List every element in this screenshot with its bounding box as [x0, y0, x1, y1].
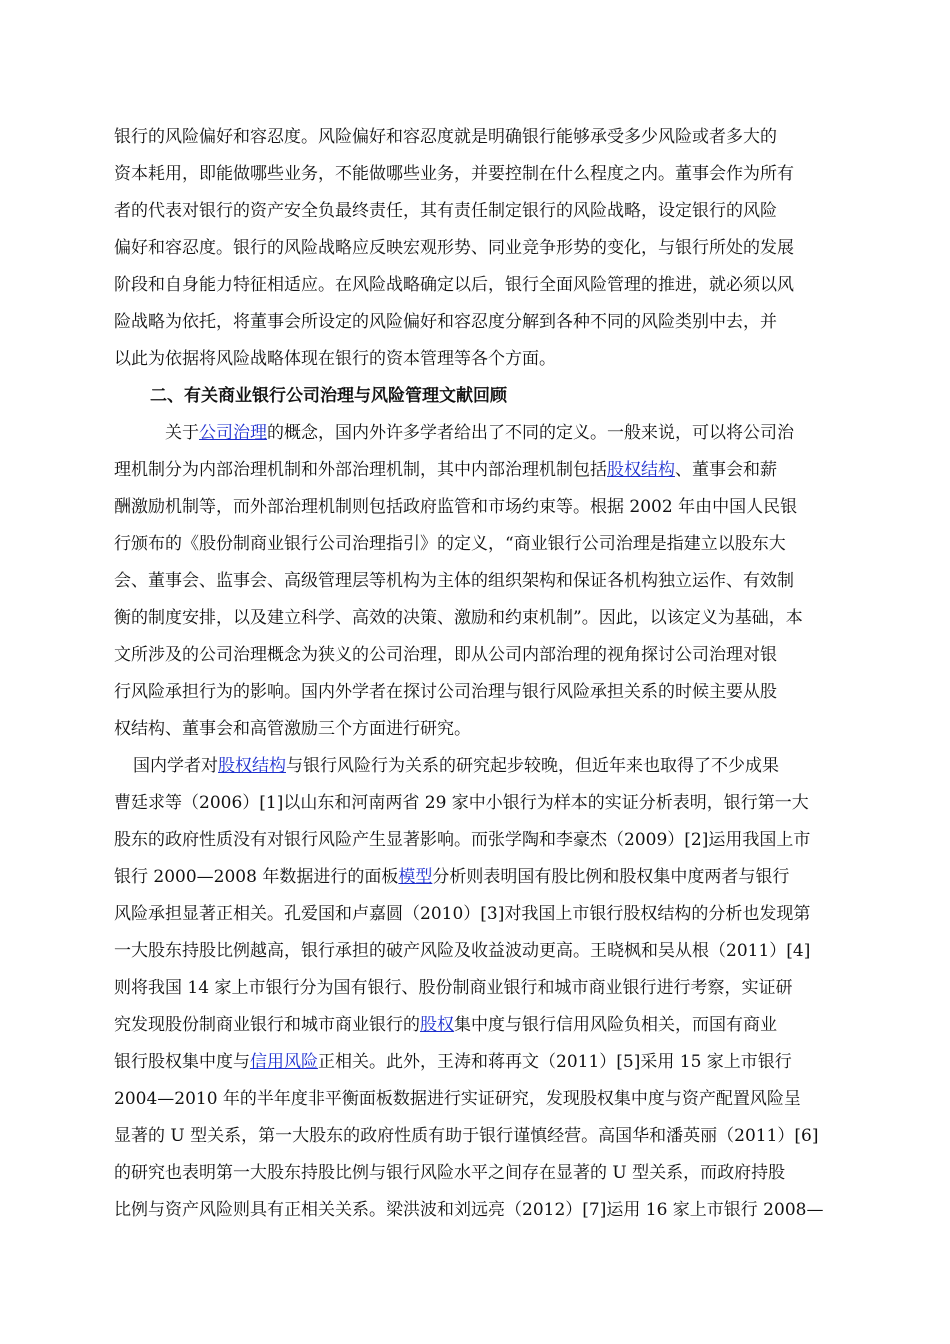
literature-line-4-after: 分析则表明国有股比例和股权集中度两者与银行: [432, 867, 790, 887]
definition-line-2: [114, 459, 777, 481]
credit-risk-link[interactable]: 信用风险: [250, 1052, 318, 1072]
intro-line-2: 资本耗用，即能做哪些业务，不能做哪些业务，并要控制在什么程度之内。董事会作为所有: [114, 164, 794, 184]
literature-line-8-before: 究发现股份制商业银行和城市商业银行的: [114, 1015, 420, 1035]
definition-line-2-before: 理机制分为内部治理机制和外部治理机制，其中内部治理机制包括: [114, 460, 607, 480]
model-link[interactable]: 模型: [398, 867, 433, 887]
definition-line-9: 权结构、董事会和高管激励三个方面进行研究。: [114, 719, 471, 739]
literature-line-9-before: 银行股权集中度与: [114, 1052, 250, 1072]
definition-line-1-after: 的概念，国内外许多学者给出了不同的定义。一般来说，可以将公司治: [267, 423, 794, 443]
corporate-governance-link[interactable]: 公司治理: [199, 423, 267, 443]
literature-line-4: [114, 866, 789, 888]
ownership-structure-link-2[interactable]: 股权结构: [218, 756, 286, 776]
literature-line-2: 曹廷求等（2006）[1]以山东和河南两省 29 家中小银行为样本的实证分析表明，银行第一大: [114, 793, 809, 813]
intro-line-5: 阶段和自身能力特征相适应。在风险战略确定以后，银行全面风险管理的推进，就必须以风: [114, 275, 794, 295]
literature-line-5: 风险承担显著正相关。孔爱国和卢嘉圆（2010）[3]对我国上市银行股权结构的分析也发现第: [114, 904, 811, 924]
literature-line-8: [114, 1014, 777, 1036]
literature-line-9-after: 正相关。此外，王涛和蒋再文（2011）[5]采用 15 家上市银行: [318, 1052, 792, 1072]
intro-line-4: 偏好和容忍度。银行的风险战略应反映宏观形势、同业竞争形势的变化，与银行所处的发展: [114, 238, 794, 258]
ownership-structure-link[interactable]: 股权结构: [607, 460, 675, 480]
literature-line-1-after: 与银行风险行为关系的研究起步较晚，但近年来也取得了不少成果: [286, 756, 779, 776]
literature-line-7: 则将我国 14 家上市银行分为国有银行、股份制商业银行和城市商业银行进行考察，实证研: [114, 978, 793, 998]
literature-line-1-before: 国内学者对: [133, 756, 218, 776]
literature-line-11: 显著的 U 型关系，第一大股东的政府性质有助于银行谨慎经营。高国华和潘英丽（2011）[6]: [114, 1126, 819, 1146]
definition-line-1: [165, 422, 794, 444]
definition-line-1-before: 关于: [165, 423, 199, 443]
definition-line-4: 行颁布的《股份制商业银行公司治理指引》的定义，“商业银行公司治理是指建立以股东大: [114, 534, 786, 554]
literature-line-8-after: 集中度与银行信用风险负相关，而国有商业: [454, 1015, 777, 1035]
intro-line-7: 以此为依据将风险战略体现在银行的资本管理等各个方面。: [114, 349, 556, 369]
section-heading: 二、有关商业银行公司治理与风险管理文献回顾: [150, 386, 507, 406]
definition-line-5: 会、董事会、监事会、高级管理层等机构为主体的组织架构和保证各机构独立运作、有效制: [114, 571, 794, 591]
literature-line-12: 的研究也表明第一大股东持股比例与银行风险水平之间存在显著的 U 型关系，而政府持股: [114, 1163, 786, 1183]
equity-link[interactable]: 股权: [420, 1015, 454, 1035]
definition-line-2-after: 、董事会和薪: [675, 460, 777, 480]
intro-line-6: 险战略为依托，将董事会所设定的风险偏好和容忍度分解到各种不同的风险类别中去，并: [114, 312, 777, 332]
intro-line-3: 者的代表对银行的资产安全负最终责任，其有责任制定银行的风险战略，设定银行的风险: [114, 201, 777, 221]
literature-line-9: [114, 1051, 792, 1073]
definition-line-3: 酬激励机制等，而外部治理机制则包括政府监管和市场约束等。根据 2002 年由中国人民银: [114, 497, 798, 517]
literature-line-10: 2004—2010 年的半年度非平衡面板数据进行实证研究，发现股权集中度与资产配置风险呈: [114, 1089, 801, 1109]
definition-line-8: 行风险承担行为的影响。国内外学者在探讨公司治理与银行风险承担关系的时候主要从股: [114, 682, 777, 702]
literature-line-13: 比例与资产风险则具有正相关关系。梁洪波和刘远亮（2012）[7]运用 16 家上市银行 2008—: [114, 1200, 824, 1220]
literature-line-6: 一大股东持股比例越高，银行承担的破产风险及收益波动更高。王晓枫和吴从根（2011）[4]: [114, 941, 811, 961]
literature-line-1: [133, 755, 779, 777]
intro-line-1: 银行的风险偏好和容忍度。风险偏好和容忍度就是明确银行能够承受多少风险或者多大的: [114, 127, 777, 147]
literature-line-4-before: 银行 2000—2008 年数据进行的面板: [114, 867, 399, 887]
literature-line-3: 股东的政府性质没有对银行风险产生显著影响。而张学陶和李豪杰（2009）[2]运用我国上市: [114, 830, 811, 850]
definition-line-7: 文所涉及的公司治理概念为狭义的公司治理，即从公司内部治理的视角探讨公司治理对银: [114, 645, 777, 665]
definition-line-6: 衡的制度安排，以及建立科学、高效的决策、激励和约束机制”。因此，以该定义为基础，本: [114, 608, 803, 628]
